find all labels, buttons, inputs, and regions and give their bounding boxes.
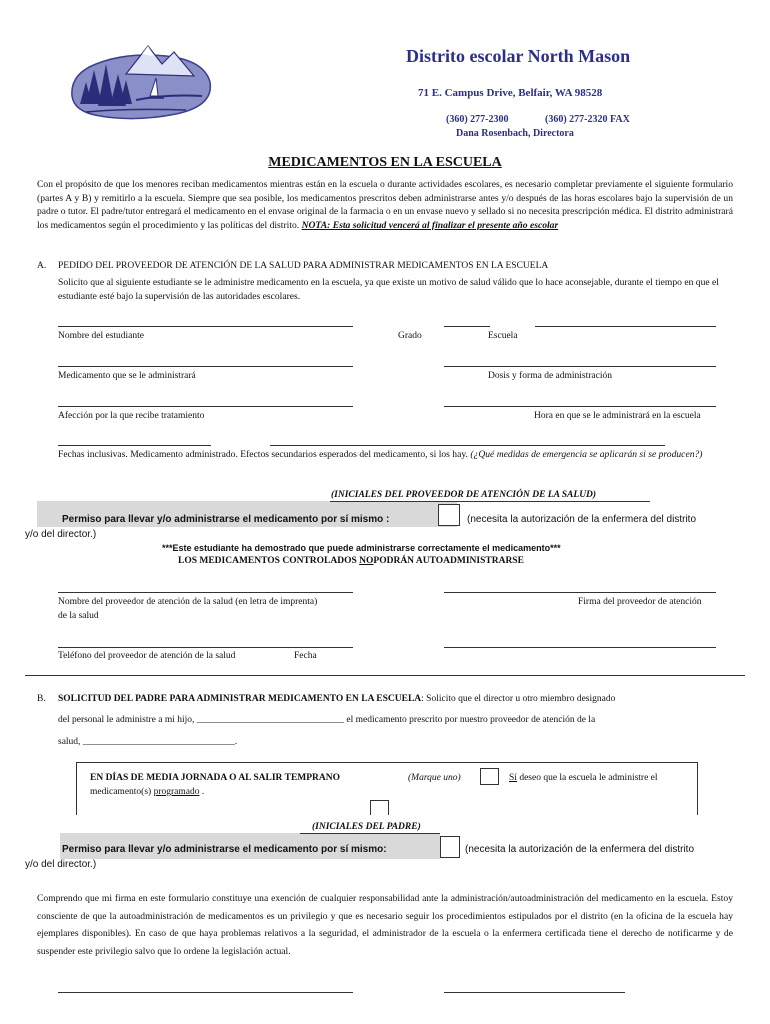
- controlled-note: [178, 554, 524, 568]
- self-admin-permission-colon: :: [383, 514, 390, 525]
- district-director: Dana Rosenbach, Directora: [456, 128, 574, 139]
- section-b-request-line2: [58, 713, 595, 727]
- provider-initials-label: (INICIALES DEL PROVEEDOR DE ATENCIÓN DE LA SALUD): [331, 490, 597, 500]
- half-day-no-checkbox[interactable]: [370, 800, 389, 815]
- half-day-yes-checkbox[interactable]: [480, 768, 499, 785]
- controlled-pre: LOS MEDICAMENTOS CONTROLADOS: [178, 556, 360, 566]
- provider-initials-line: [330, 501, 650, 502]
- provider-date-label: Fecha: [294, 651, 317, 661]
- provider-blank[interactable]: ________________________________.: [82, 737, 238, 747]
- yes-line2b: programado: [153, 787, 200, 797]
- grade-label: Grado: [398, 331, 422, 341]
- dates-paragraph: [37, 448, 727, 462]
- medication-admin-line[interactable]: [270, 445, 665, 446]
- section-divider: [25, 675, 745, 676]
- provider-initials-box[interactable]: [438, 504, 460, 526]
- district-address: 71 E. Campus Drive, Belfair, WA 98528: [418, 87, 603, 99]
- parent-permission-note: (necesita la autorización de la enfermera del distrito: [465, 844, 695, 855]
- section-b-request1: : Solicito que el director u otro miembro designado: [421, 694, 616, 704]
- half-day-label: EN DÍAS DE MEDIA JORNADA O AL SALIR TEMPRANO: [90, 773, 341, 783]
- provider-name-label: Nombre del proveedor de atención de la salud (en letra de imprenta): [58, 597, 318, 607]
- yes-line2a: medicamento(s): [90, 787, 154, 797]
- self-admin-permission-text: Permiso para llevar y/o administrarse el medicamento por sí mismo: [62, 514, 384, 525]
- half-day-yes-label-continued: [90, 785, 204, 799]
- parent-self-admin-label: [62, 844, 387, 855]
- provider-name-line[interactable]: [58, 592, 353, 593]
- section-b-letter: B.: [37, 694, 46, 704]
- section-b-request-line3: [58, 735, 237, 749]
- section-b-heading: SOLICITUD DEL PADRE PARA ADMINISTRAR MEDICAMENTO EN LA ESCUELA: [58, 694, 422, 704]
- child-name-blank[interactable]: _______________________________: [196, 715, 345, 725]
- time-label: Hora en que se le administrará en la escuela: [534, 411, 701, 421]
- grade-line[interactable]: [444, 326, 490, 327]
- section-b-request3a: salud,: [58, 737, 83, 747]
- provider-signature-line[interactable]: [444, 592, 716, 593]
- parent-signature-line[interactable]: [58, 992, 353, 993]
- parent-date-line[interactable]: [444, 992, 625, 993]
- form-title: MEDICAMENTOS EN LA ESCUELA: [268, 155, 502, 170]
- controlled-no: NO: [359, 556, 374, 566]
- time-line[interactable]: [444, 406, 716, 407]
- yes-rest: deseo que la escuela le administre el: [516, 773, 658, 783]
- controlled-post: PODRÁN AUTOADMINISTRARSE: [373, 556, 524, 566]
- provider-name-label-continued: de la salud: [58, 611, 99, 621]
- dates-line[interactable]: [58, 445, 211, 446]
- emergency-question: (¿Qué medidas de emergencia se aplicarán si se producen?): [470, 449, 703, 460]
- district-fax: (360) 277-2320 FAX: [545, 114, 630, 125]
- section-a-letter: A.: [37, 261, 47, 271]
- dose-label: Dosis y forma de administración: [488, 371, 613, 381]
- medication-line[interactable]: [58, 366, 353, 367]
- intro-paragraph: [37, 178, 733, 232]
- provider-phone-label: Teléfono del proveedor de atención de la salud: [58, 651, 236, 661]
- yes-si: Sí: [509, 773, 517, 783]
- parent-permission-colon: :: [383, 844, 387, 855]
- demonstrated-note: ***Este estudiante ha demostrado que puede administrarse correctamente el medicamento***: [162, 543, 561, 553]
- permission-note: (necesita la autorización de la enfermera del distrito: [467, 514, 697, 525]
- parent-initials-box[interactable]: [440, 836, 460, 858]
- section-b-request-line1: [58, 692, 615, 706]
- school-line[interactable]: [535, 326, 716, 327]
- parent-permission-note-continued: y/o del director.): [25, 859, 97, 870]
- provider-signature-label: Firma del proveedor de atención: [578, 597, 702, 607]
- yes-line2c: .: [199, 787, 205, 797]
- self-admin-permission-label: [62, 514, 389, 525]
- condition-line[interactable]: [58, 406, 353, 407]
- condition-label: Afección por la que recibe tratamiento: [58, 411, 205, 421]
- provider-phone-line[interactable]: [58, 647, 353, 648]
- parent-initials-line: [300, 833, 440, 834]
- intro-text: Con el propósito de que los menores reciban medicamentos mientras están en la escuela o durante actividades escolares, es necesario completar previamente el siguiente formulario (partes A y B) y remitirlo a la escuela. Siempre que sea posible, los medicamentos prescritos deben administrarse antes y/o después de las horas escolares bajo la supervisión de un padre o tutor. El padre/tutor entregará el medicamento en el envase original de la farmacia o en un envase nuevo y sellado si no necesita prescripción médica. El distrito administrará los medicamentos según el procedimiento y las políticas del distrito.: [37, 179, 733, 231]
- half-day-yes-label: [509, 771, 658, 785]
- parent-initials-label: (INICIALES DEL PADRE): [312, 822, 421, 832]
- dates-label: Fechas inclusivas. Medicamento administrado. Efectos secundarios esperados del medicamento, si los hay.: [58, 449, 471, 460]
- school-label: Escuela: [488, 331, 518, 341]
- mark-one-label: (Marque uno): [408, 773, 461, 783]
- provider-extra-line[interactable]: [444, 647, 716, 648]
- section-b-request2b: el medicamento prescrito por nuestro proveedor de atención de la: [344, 715, 596, 725]
- parent-permission-text: Permiso para llevar y/o administrarse el medicamento por sí mismo: [62, 844, 384, 855]
- intro-note: NOTA: Esta solicitud vencerá al finalizar el presente año escolar: [301, 219, 559, 231]
- district-logo: [66, 34, 216, 124]
- permission-note-continued: y/o del director.): [25, 529, 97, 540]
- section-b-request2a: del personal le administre a mi hijo,: [58, 715, 197, 725]
- section-a-request: Solicito que al siguiente estudiante se le administre medicamento en la escuela, ya que existe un motivo de salud válido que lo hace aconsejable, durante el tiempo en que el estudiante esté bajo la supervisión de las autoridades escolares.: [58, 277, 719, 302]
- section-a-heading: PEDIDO DEL PROVEEDOR DE ATENCIÓN DE LA SALUD PARA ADMINISTRAR MEDICAMENTOS EN LA ESCUELA: [58, 261, 549, 271]
- student-name-label: Nombre del estudiante: [58, 331, 145, 341]
- district-name: Distrito escolar North Mason: [406, 46, 631, 66]
- district-phone: (360) 277-2300: [446, 114, 509, 125]
- waiver-paragraph: Comprendo que mi firma en este formulario constituye una exención de cualquier responsabilidad ante la administración/autoadministración del medicamento en la escuela. Estoy consciente de que la autoadministración de medicamentos es un privilegio y que es necesario seguir los procedimientos estipulados por el distrito (en la oficina de la escuela hay ejemplares disponibles). En caso de que haya problemas relativos a la seguridad, el administrador de la escuela o la enfermera certificada tiene el derecho de notificarme y de suspender este privilegio salvo que lo ordene la legislación actual.: [37, 893, 733, 957]
- student-name-line[interactable]: [58, 326, 353, 327]
- medication-label: Medicamento que se le administrará: [58, 371, 196, 381]
- dose-line[interactable]: [444, 366, 716, 367]
